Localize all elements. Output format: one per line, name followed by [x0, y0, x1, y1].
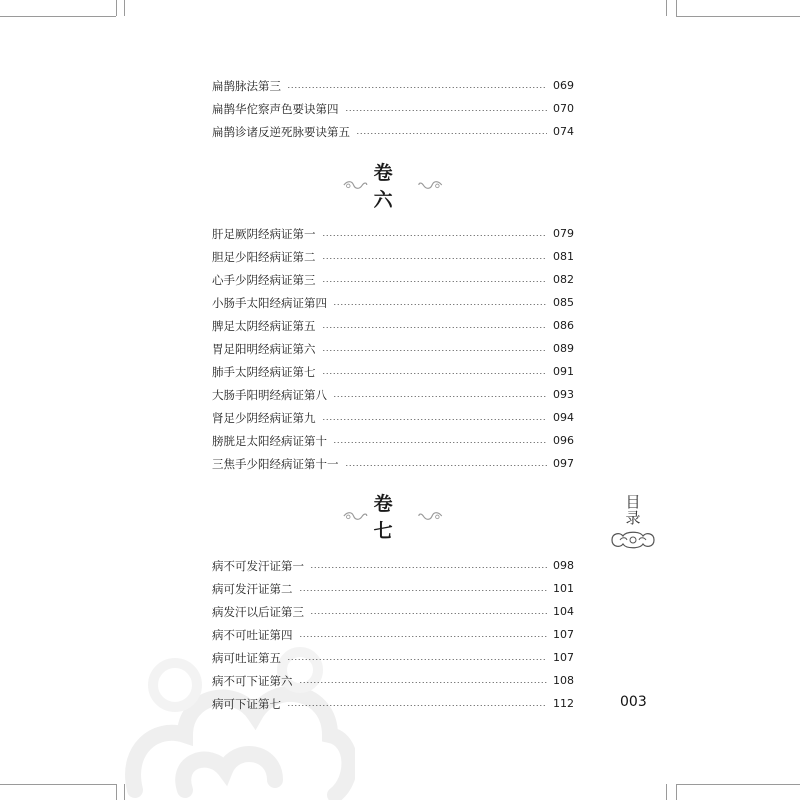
toc-entry[interactable]	[212, 648, 574, 668]
toc-entry[interactable]	[212, 579, 574, 599]
toc-entry-title: 扁鹊诊诸反逆死脉要诀第五	[212, 125, 350, 139]
dot-leader	[310, 613, 547, 614]
toc-entry-page: 070	[553, 102, 574, 115]
toc-entry-page: 091	[553, 365, 574, 378]
dot-leader	[333, 442, 547, 443]
toc-entry-title: 脾足太阴经病证第五	[212, 319, 316, 333]
toc-entry[interactable]	[212, 671, 574, 691]
volume-7-title: 卷七	[373, 493, 396, 542]
toc-entry-page: 074	[553, 125, 574, 138]
toc-entry-title: 胆足少阳经病证第二	[212, 250, 316, 264]
dot-leader	[333, 396, 547, 397]
toc-entry[interactable]	[212, 247, 574, 267]
side-tab-char-2: 录	[625, 509, 641, 527]
dot-leader	[322, 350, 548, 351]
toc-entry-title: 病可吐证第五	[212, 651, 281, 665]
right-ornament-icon	[418, 179, 443, 191]
volume-6-heading	[343, 162, 443, 211]
side-tab-char-1: 目	[625, 493, 641, 511]
toc-entry-page: 107	[553, 651, 574, 664]
right-ornament-icon	[418, 510, 443, 522]
toc-entry-page: 097	[553, 457, 574, 470]
cloud-ornament-icon	[608, 530, 658, 550]
toc-entry[interactable]	[212, 625, 574, 645]
dot-leader	[356, 133, 547, 134]
toc-entry-page: 101	[553, 582, 574, 595]
toc-entry[interactable]	[212, 408, 574, 428]
dot-leader	[299, 682, 548, 683]
toc-entry-page: 079	[553, 227, 574, 240]
toc-entry-page: 069	[553, 79, 574, 92]
toc-entry[interactable]	[212, 76, 574, 96]
toc-entry[interactable]	[212, 556, 574, 576]
dot-leader	[345, 465, 548, 466]
dot-leader	[299, 636, 548, 637]
toc-entry[interactable]	[212, 293, 574, 313]
side-tab	[608, 494, 658, 554]
dot-leader	[322, 258, 548, 259]
left-ornament-icon	[343, 510, 368, 522]
toc-entry-title: 肺手太阴经病证第七	[212, 365, 316, 379]
toc-entry-title: 三焦手少阳经病证第十一	[212, 457, 339, 471]
toc-entry-title: 大肠手阳明经病证第八	[212, 388, 327, 402]
toc-entry-page: 112	[553, 697, 574, 710]
toc-entry-title: 肝足厥阴经病证第一	[212, 227, 316, 241]
dot-leader	[322, 327, 548, 328]
toc-entry[interactable]	[212, 224, 574, 244]
dot-leader	[322, 235, 548, 236]
toc-entry-page: 108	[553, 674, 574, 687]
dot-leader	[287, 87, 547, 88]
volume-6-title: 卷六	[373, 162, 396, 211]
toc-entry[interactable]	[212, 316, 574, 336]
toc-entry-page: 089	[553, 342, 574, 355]
toc-entry-title: 扁鹊脉法第三	[212, 79, 281, 93]
volume-7-heading	[343, 493, 443, 542]
toc-entry[interactable]	[212, 270, 574, 290]
toc-entry-title: 病可发汗证第二	[212, 582, 293, 596]
toc-entry-title: 膀胱足太阳经病证第十	[212, 434, 327, 448]
page-number: 003	[620, 694, 647, 710]
toc-entry[interactable]	[212, 122, 574, 142]
toc-entry-title: 病不可发汗证第一	[212, 559, 304, 573]
dot-leader	[310, 567, 547, 568]
toc-entry-title: 病不可下证第六	[212, 674, 293, 688]
toc-entry-title: 小肠手太阳经病证第四	[212, 296, 327, 310]
toc-entry[interactable]	[212, 385, 574, 405]
toc-entry-title: 病发汗以后证第三	[212, 605, 304, 619]
dot-leader	[322, 281, 548, 282]
dot-leader	[287, 705, 547, 706]
toc-entry-title: 心手少阴经病证第三	[212, 273, 316, 287]
toc-entry-title: 肾足少阴经病证第九	[212, 411, 316, 425]
dot-leader	[299, 590, 548, 591]
toc-entry-page: 107	[553, 628, 574, 641]
toc-entry-title: 胃足阳明经病证第六	[212, 342, 316, 356]
toc-entry-page: 093	[553, 388, 574, 401]
toc-entry[interactable]	[212, 362, 574, 382]
dot-leader	[345, 110, 548, 111]
dot-leader	[287, 659, 547, 660]
toc-entry-page: 082	[553, 273, 574, 286]
toc-entry-title: 扁鹊华佗察声色要诀第四	[212, 102, 339, 116]
toc-entry[interactable]	[212, 99, 574, 119]
left-ornament-icon	[343, 179, 368, 191]
toc-entry[interactable]	[212, 431, 574, 451]
toc-entry[interactable]	[212, 602, 574, 622]
toc-entry[interactable]	[212, 339, 574, 359]
toc-entry[interactable]	[212, 454, 574, 474]
dot-leader	[322, 419, 548, 420]
toc-entry-page: 104	[553, 605, 574, 618]
toc-entry-page: 086	[553, 319, 574, 332]
toc-entry[interactable]	[212, 694, 574, 714]
toc-entry-title: 病不可吐证第四	[212, 628, 293, 642]
toc-entry-page: 085	[553, 296, 574, 309]
toc-entry-page: 096	[553, 434, 574, 447]
toc-entry-page: 081	[553, 250, 574, 263]
toc-entry-title: 病可下证第七	[212, 697, 281, 711]
dot-leader	[333, 304, 547, 305]
toc-entry-page: 098	[553, 559, 574, 572]
toc-entry-page: 094	[553, 411, 574, 424]
dot-leader	[322, 373, 548, 374]
